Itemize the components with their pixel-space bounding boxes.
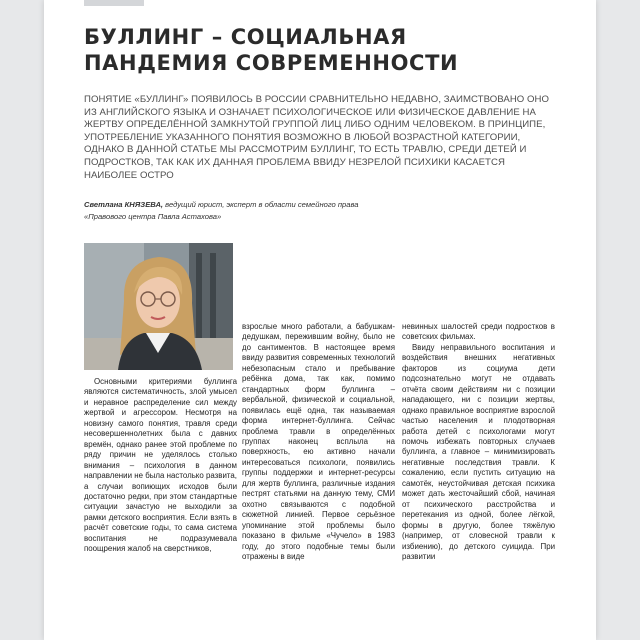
column-1: [84, 377, 237, 555]
column-3-paragraph-1: невинных шалостей среди подростков в советских фильмах.: [402, 322, 555, 342]
author-name: Светлана КНЯЗЕВА,: [84, 200, 164, 209]
column-2: [242, 322, 395, 562]
header-strip: [84, 0, 144, 6]
author-byline: [84, 199, 554, 222]
column-3-paragraph-2: Ввиду неправильного воспитания и воздействия внешних негативных факторов из социума дети подсознательно могут не отдавать отчёта своим действиям ни с позиции нападающего, ни с позиции жертвы, однако правильное восприятие взрослой частью населения и плодотворная работа детей с психологами могут помочь избежать повторных случаев буллинга, а главное – минимизировать негативные последствия травли. К сожалению, если пустить ситуацию на самотёк, неустойчивая детская психика может дать жесточайший сбой, начиная от психического расстройства и перетекания из одной, более лёгкой, формы в другую, более тяжёлую (например, от словесной травли к избиению), до детского суицида. При развитии: [402, 342, 555, 561]
article-lead: ПОНЯТИЕ «БУЛЛИНГ» ПОЯВИЛОСЬ В РОССИИ СРАВНИТЕЛЬНО НЕДАВНО, ЗАИМСТВОВАНО ОНО ИЗ АНГЛИЙСКОГО ЯЗЫКА И ОЗНАЧАЕТ ПСИХОЛОГИЧЕСКОЕ ИЛИ ФИЗИЧЕСКОЕ ДАВЛЕНИЕ НА ЖЕРТВУ ОПРЕДЕЛЁННОЙ ЗАМКНУТОЙ ГРУППОЙ ЛИЦ ЛИБО ОДНИМ ЧЕЛОВЕКОМ. В ПРИНЦИПЕ, УПОТРЕБЛЕНИЕ УКАЗАННОГО ПОНЯТИЯ ВОЗМОЖНО В ЛЮБОЙ ВОЗРАСТНОЙ КАТЕГОРИИ, ОДНАКО В ДАННОЙ СТАТЬЕ МЫ РАССМОТРИМ БУЛЛИНГ, ТО ЕСТЬ ТРАВЛЮ, СРЕДИ ДЕТЕЙ И ПОДРОСТКОВ, ТАК КАК ИХ ДАННАЯ ПРОБЛЕМА ВВИДУ НЕЗРЕЛОЙ ПСИХИКИ КАСАЕТСЯ НАИБОЛЕЕ ОСТРО: [84, 94, 550, 181]
author-photo: [84, 243, 233, 370]
magazine-page: [44, 0, 596, 640]
title-line-2: ПАНДЕМИЯ СОВРЕМЕННОСТИ: [84, 51, 459, 75]
column-2-paragraph: взрослые много работали, а бабушкам-дедушкам, пережившим войну, было не до сантиментов. В настоящее время ввиду развития современных технологий небезопасным стало и пребывание ребёнка дома, так как, помимо стандартных форм буллинга – вербальной, физической и социальной, появилась ещё одна, так называемая форма интернет-буллинга. Сейчас проблема травли в определённых группах наконец всплыла на поверхность, ею активно начали интересоваться психологи, появились группы поддержки и интернет-ресурсы для жертв буллинга, различные издания пестрят статьями на данную тему, СМИ охотно связываются с подобной сюжетной линией. Первое серьёзное упоминание этой проблемы было показано в фильме «Чучело» в 1983 году, до этого подобные темы были отражены в виде: [242, 322, 395, 561]
column-1-paragraph: Основными критериями буллинга являются систематичность, злой умысел и неравное распределение сил между жертвой и агрессором. Несмотря на новизну самого понятия, травля среди несовершеннолетних была с давних времён, однако ранее этой проблеме по ряду причин не уделялось столько внимания – психология в данном направлении не была настолько развита, а случаи вопиющих исходов были достаточно редки, при этом стандартные ситуации зачастую не выходили за рамки детского восприятия. Если взять в расчёт советские годы, то сама система воспитания не подразумевала поощрения жалоб на сверстников,: [84, 377, 237, 554]
title-line-1: БУЛЛИНГ – СОЦИАЛЬНАЯ: [84, 25, 407, 49]
author-role: ведущий юрист, эксперт в области семейного права: [163, 200, 359, 209]
author-photo-illustration: [84, 243, 233, 370]
author-organization: «Правового центра Павла Астахова»: [84, 211, 222, 221]
article-title: [84, 24, 564, 76]
column-3: [402, 322, 555, 562]
